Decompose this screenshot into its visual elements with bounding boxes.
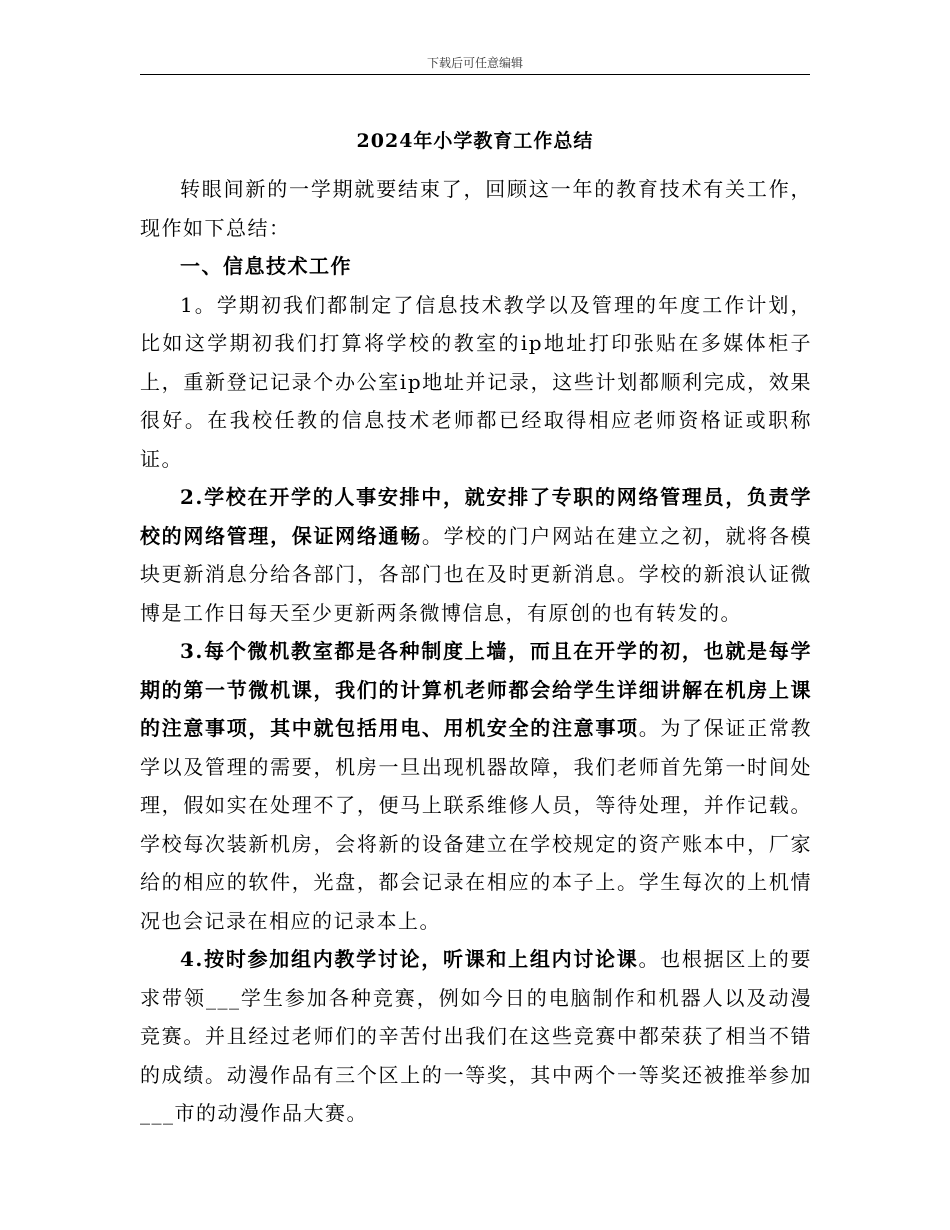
intro-paragraph: 转眼间新的一学期就要结束了，回顾这一年的教育技术有关工作，现作如下总结：	[140, 177, 812, 240]
paragraph-4	[140, 940, 812, 1133]
paragraph-3	[140, 632, 812, 940]
page-header: 下载后可任意编辑	[426, 56, 523, 70]
header-divider	[140, 74, 810, 75]
paragraph-3-bold: 3.每个微机教室都是各种制度上墙，而且在开学的初，也就是每学期的第一节微机课，我们的计算机老师都会给学生详细讲解在机房上课的注意事项，其中就包括用电、用机安全的注意事项	[140, 639, 812, 740]
paragraph-1: 1。学期初我们都制定了信息技术教学以及管理的年度工作计划，比如这学期初我们打算将学校的教室的ip地址打印张贴在多媒体柜子上，重新登记记录个办公室ip地址并记录，这些计划都顺利完成，效果很好。在我校任教的信息技术老师都已经取得相应老师资格证或职称证。	[140, 292, 812, 471]
paragraph-4-bold: 4.按时参加组内教学讨论，听课和上组内讨论课	[180, 947, 639, 971]
paragraph-2	[140, 478, 812, 632]
paragraph-2-text: 。学校的门户网站在建立之初，就将各模块更新消息分给各部门，各部门也在及时更新消息。学校的新浪认证微博是工作日每天至少更新两条微博信息，有原创的也有转发的。	[140, 523, 813, 625]
section-heading: 一、信息技术工作	[180, 254, 352, 278]
document-body	[140, 170, 812, 1133]
paragraph-4-text: 。也根据区上的要求带领___学生参加各种竞赛，例如今日的电脑制作和机器人以及动漫竞赛。并且经过老师们的辛苦付出我们在这些竞赛中都荣获了相当不错的成绩。动漫作品有三个区上的一等奖，其中两个一等奖还被推举参加___市的动漫作品大赛。	[140, 947, 812, 1125]
paragraph-2-bold: 2.学校在开学的人事安排中，就安排了专职的网络管理员，负责学校的网络管理，保证网络通畅	[140, 485, 812, 548]
paragraph-3-text: 。为了保证正常教学以及管理的需要，机房一旦出现机器故障，我们老师首先第一时间处理，假如实在处理不了，便马上联系维修人员，等待处理，并作记载。学校每次装新机房，会将新的设备建立在学校规定的资产账本中，厂家给的相应的软件，光盘，都会记录在相应的本子上。学生每次的上机情况也会记录在相应的记录本上。	[140, 716, 813, 933]
document-title: 2024年小学教育工作总结	[356, 130, 594, 152]
